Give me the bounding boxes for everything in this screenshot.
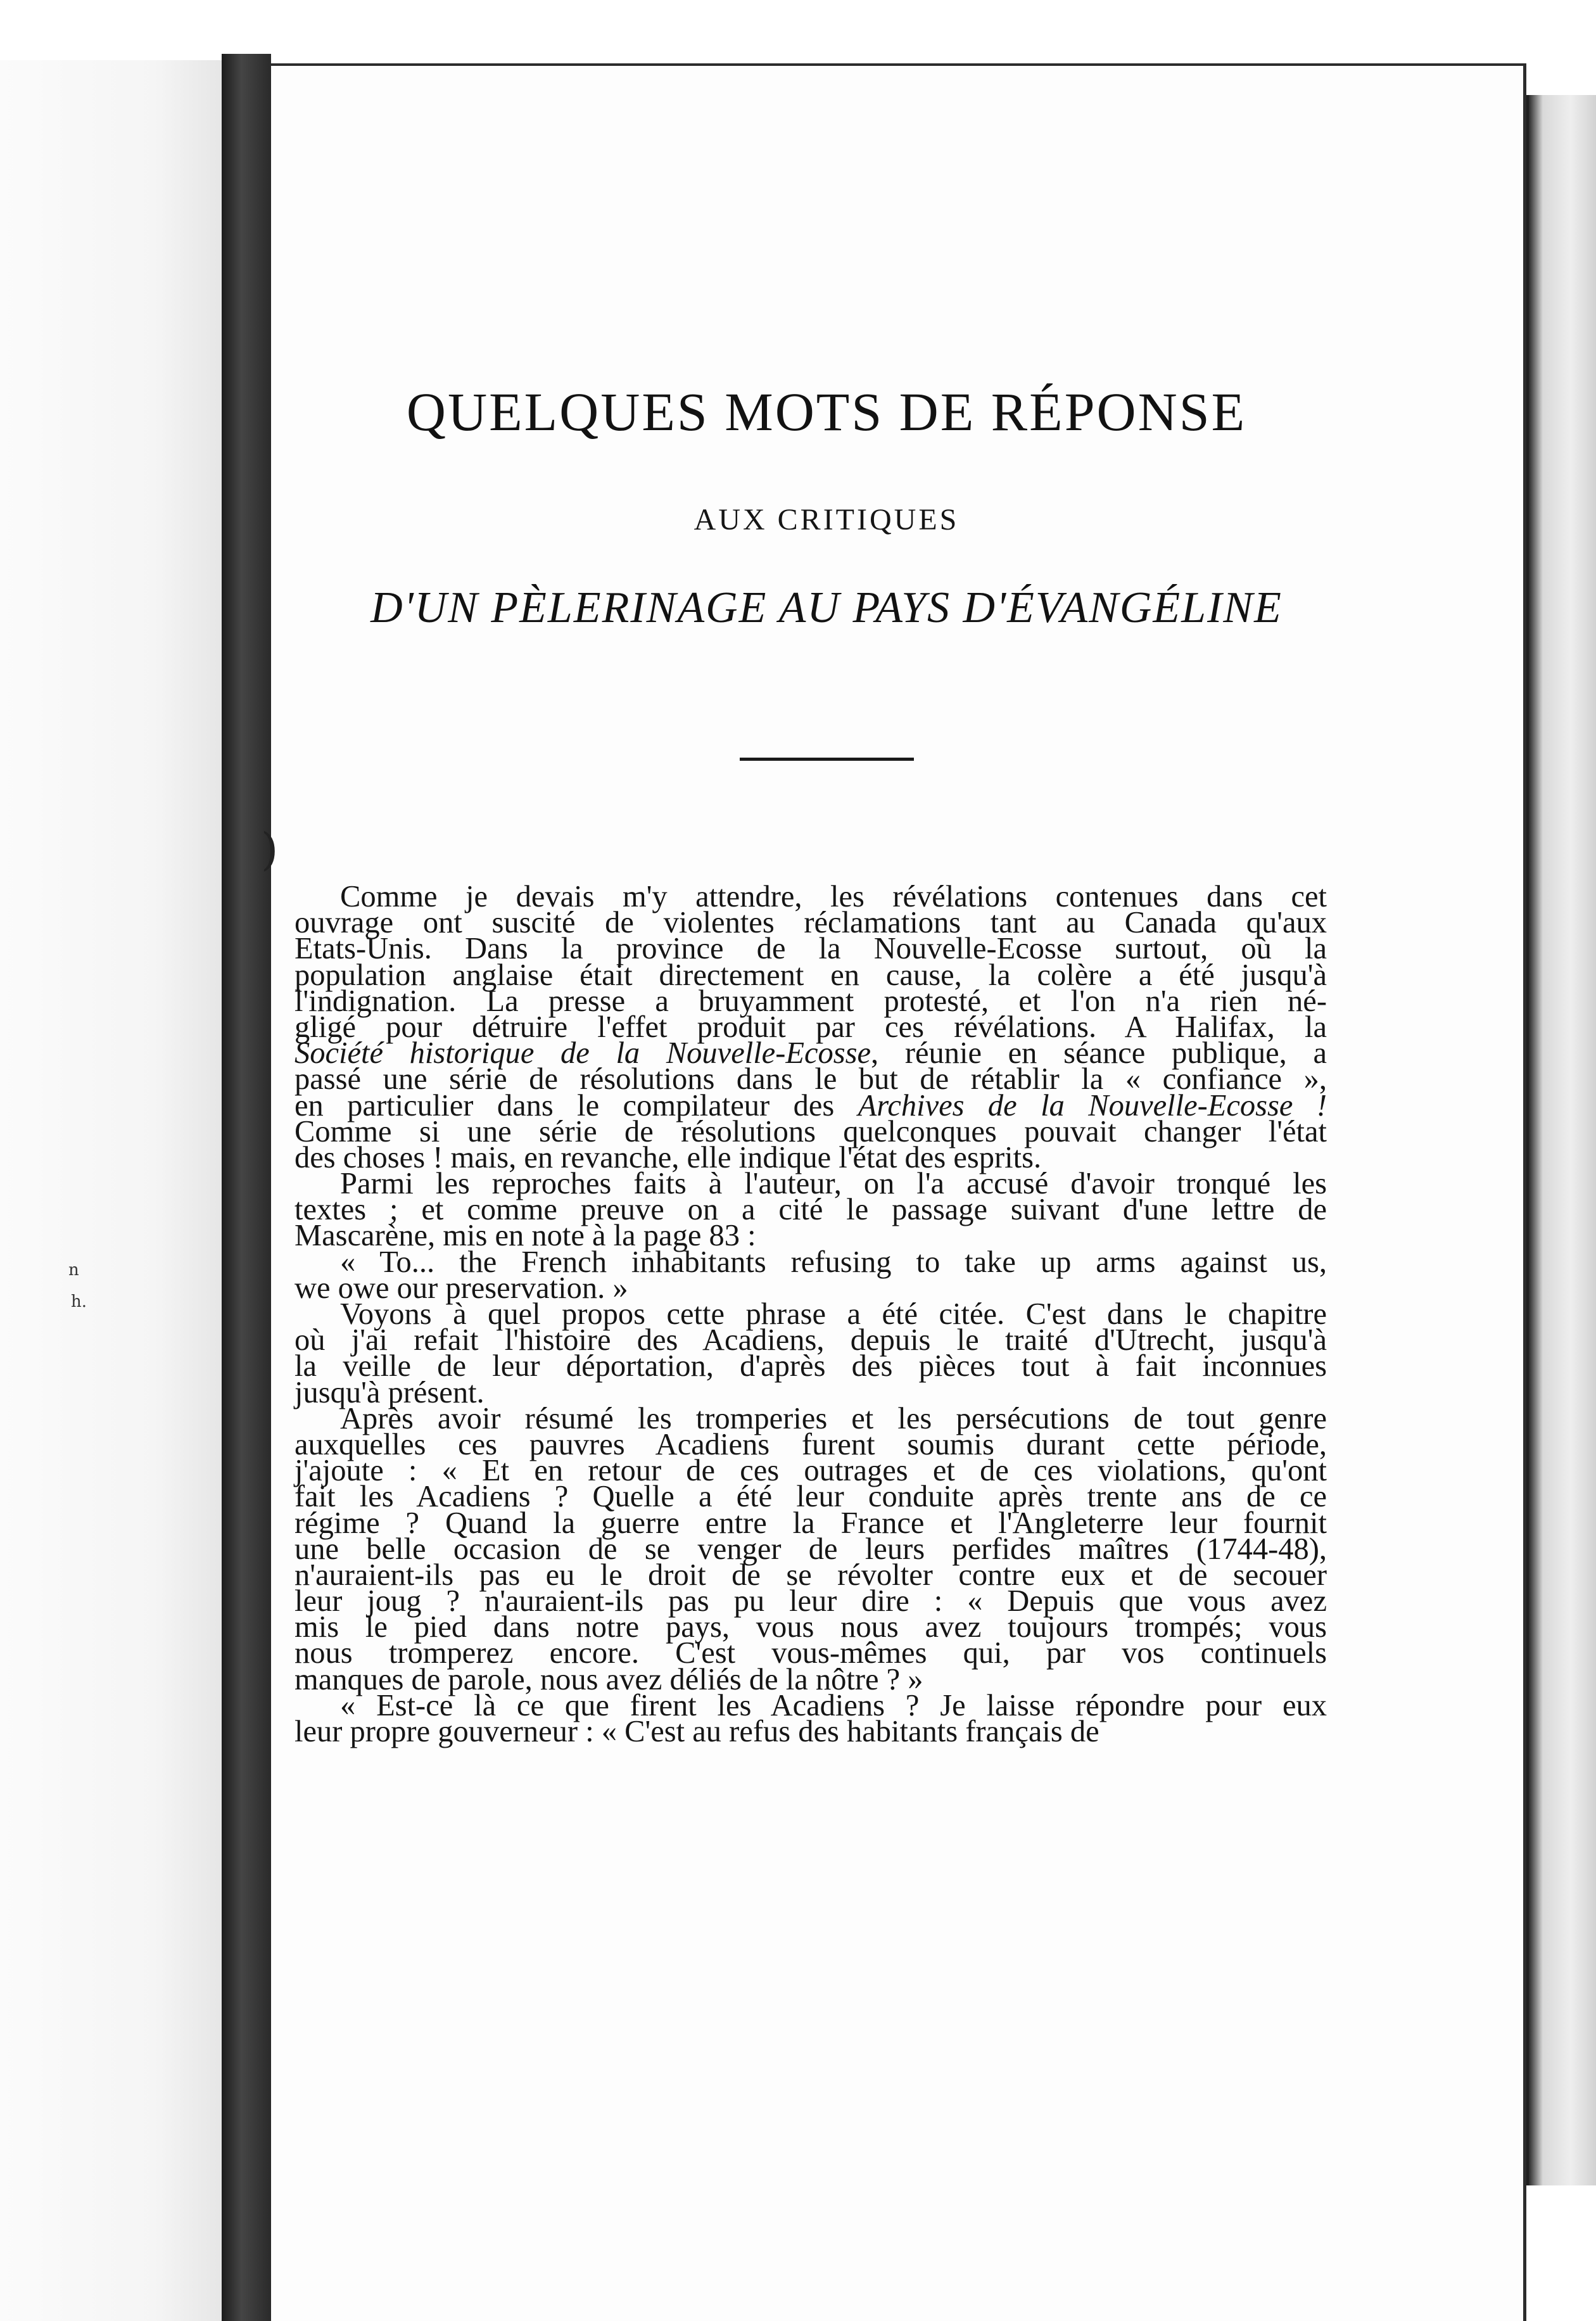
text-run: nous tromperez encore. C'est vous-mêmes qui, par vos continuels (294, 1636, 1327, 1670)
text-run: Voyons à quel propos cette phrase a été citée. C'est dans le chapitre (340, 1297, 1327, 1331)
text-run: la veille de leur déportation, d'après des pièces tout à fait inconnues (294, 1349, 1327, 1383)
text-run: mis le pied dans notre pays, vous nous avez toujours trompés; vous (294, 1610, 1327, 1644)
text-run: en particulier dans le compilateur des (294, 1088, 858, 1122)
text-run: jusqu'à présent. (294, 1375, 484, 1409)
text-run: j'ajoute : « Et en retour de ces outrages et de ces violations, qu'ont (294, 1454, 1327, 1488)
text-run: leur joug ? n'auraient-ils pas pu leur dire : « Depuis que vous avez (294, 1584, 1327, 1618)
text-run: Archives de la Nouvelle-Ecosse ! (858, 1088, 1327, 1122)
text-run: passé une série de résolutions dans le but de rétablir la « confiance », (294, 1062, 1327, 1097)
section-divider (740, 758, 914, 761)
text-run: Société historique de la Nouvelle-Ecosse (294, 1036, 871, 1071)
text-run: Parmi les reproches faits à l'auteur, on l'a accusé d'avoir tronqué les (340, 1167, 1327, 1201)
page-subtitle: AUX CRITIQUES (694, 503, 960, 537)
text-run: Après avoir résumé les tromperies et les persécutions de tout genre (340, 1401, 1327, 1435)
page-title: QUELQUES MOTS DE RÉPONSE (406, 381, 1247, 442)
text-run: auxquelles ces pauvres Acadiens furent soumis durant cette période, (294, 1427, 1327, 1461)
text-run: Comme si une série de résolutions quelconques pouvait changer l'état (294, 1114, 1327, 1148)
text-run: n'auraient-ils pas eu le droit de se révolter contre eux et de secouer (294, 1558, 1327, 1592)
text-run: l'indignation. La presse a bruyamment protesté, et l'on n'a rien né- (294, 984, 1327, 1018)
margin-mark: h. (71, 1292, 87, 1311)
work-title: D'UN PÈLERINAGE AU PAYS D'ÉVANGÉLINE (370, 583, 1282, 632)
text-line (294, 1715, 1327, 1748)
text-run: textes ; et comme preuve on a cité le passage suivant d'une lettre de (294, 1193, 1327, 1227)
text-run: où j'ai refait l'histoire des Acadiens, depuis le traité d'Utrecht, jusqu'à (294, 1323, 1327, 1358)
text-run: Etats-Unis. Dans la province de la Nouvelle-Ecosse surtout, où la (294, 932, 1327, 966)
text-run: « To... the French inhabitants refusing to take up arms against us, (340, 1245, 1327, 1279)
margin-bracket: ) (261, 823, 279, 875)
text-run: une belle occasion de se venger de leurs perfides maîtres (1744-48), (294, 1532, 1327, 1566)
text-run: gligé pour détruire l'effet produit par ces révélations. A Halifax, la (294, 1010, 1327, 1044)
text-run: des choses ! mais, en revanche, elle indique l'état des esprits. (294, 1140, 1042, 1174)
text-run: Comme je devais m'y attendre, les révélations contenues dans cet (340, 880, 1327, 913)
text-run: , réunie en séance publique, a (871, 1036, 1327, 1071)
text-run: ouvrage ont suscité de violentes réclamations tant au Canada qu'aux (294, 906, 1327, 940)
text-run: Mascarène, mis en note à la page 83 : (294, 1219, 756, 1253)
text-run: population anglaise était directement en cause, la colère a été jusqu'à (294, 958, 1327, 992)
margin-mark: n (68, 1261, 79, 1280)
text-run: fait les Acadiens ? Quelle a été leur conduite après trente ans de ce (294, 1480, 1327, 1514)
text-run: we owe our preservation. » (294, 1271, 628, 1305)
text-run: leur propre gouverneur : « C'est au refus des habitants français de (294, 1715, 1099, 1748)
text-run: manques de parole, nous avez déliés de la nôtre ? » (294, 1662, 923, 1696)
text-run: régime ? Quand la guerre entre la France et l'Angleterre leur fournit (294, 1506, 1327, 1540)
text-run: « Est-ce là ce que firent les Acadiens ? Je laisse répondre pour eux (340, 1688, 1327, 1722)
body-text (294, 880, 1327, 1748)
